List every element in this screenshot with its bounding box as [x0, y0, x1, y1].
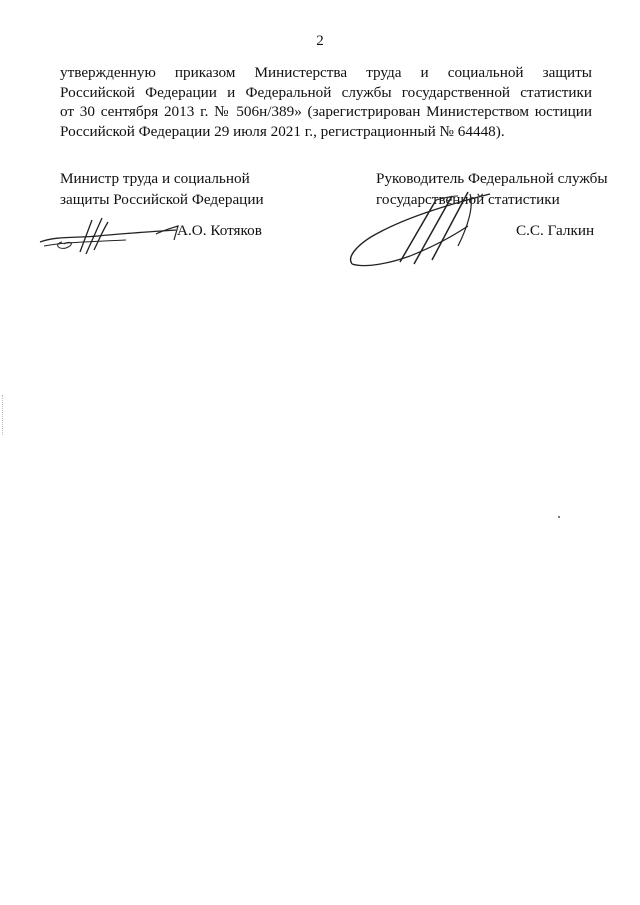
signatory-left-name: А.О. Котяков	[177, 222, 262, 239]
body-line: утвержденную приказом Министерства труда и социальной защиты	[60, 64, 592, 81]
body-line: Российской Федерации и Федеральной службы государственной статистики	[60, 83, 592, 101]
signatory-right-title-line: Руководитель Федеральной службы	[376, 170, 608, 187]
signatory-right-name: С.С. Галкин	[516, 222, 595, 239]
signatory-left-title-line: защиты Российской Федерации	[60, 191, 264, 208]
body-paragraph	[60, 63, 592, 141]
body-line: от 30 сентября 2013 г. № 506н/389» (зарегистрирован Министерством юстиции	[60, 103, 592, 120]
signatory-right-title-line: государственной статистики	[376, 191, 560, 208]
page-number: 2	[316, 33, 324, 49]
handwritten-signature-left	[36, 212, 186, 262]
scan-edge-mark	[2, 395, 4, 435]
body-line: Российской Федерации 29 июля 2021 г., регистрационный № 64448).	[60, 122, 505, 140]
handwritten-signature-right	[340, 186, 510, 276]
signatory-left-title	[60, 168, 264, 210]
signatory-left-title-line: Министр труда и социальной	[60, 170, 250, 187]
scan-speck	[558, 516, 560, 518]
